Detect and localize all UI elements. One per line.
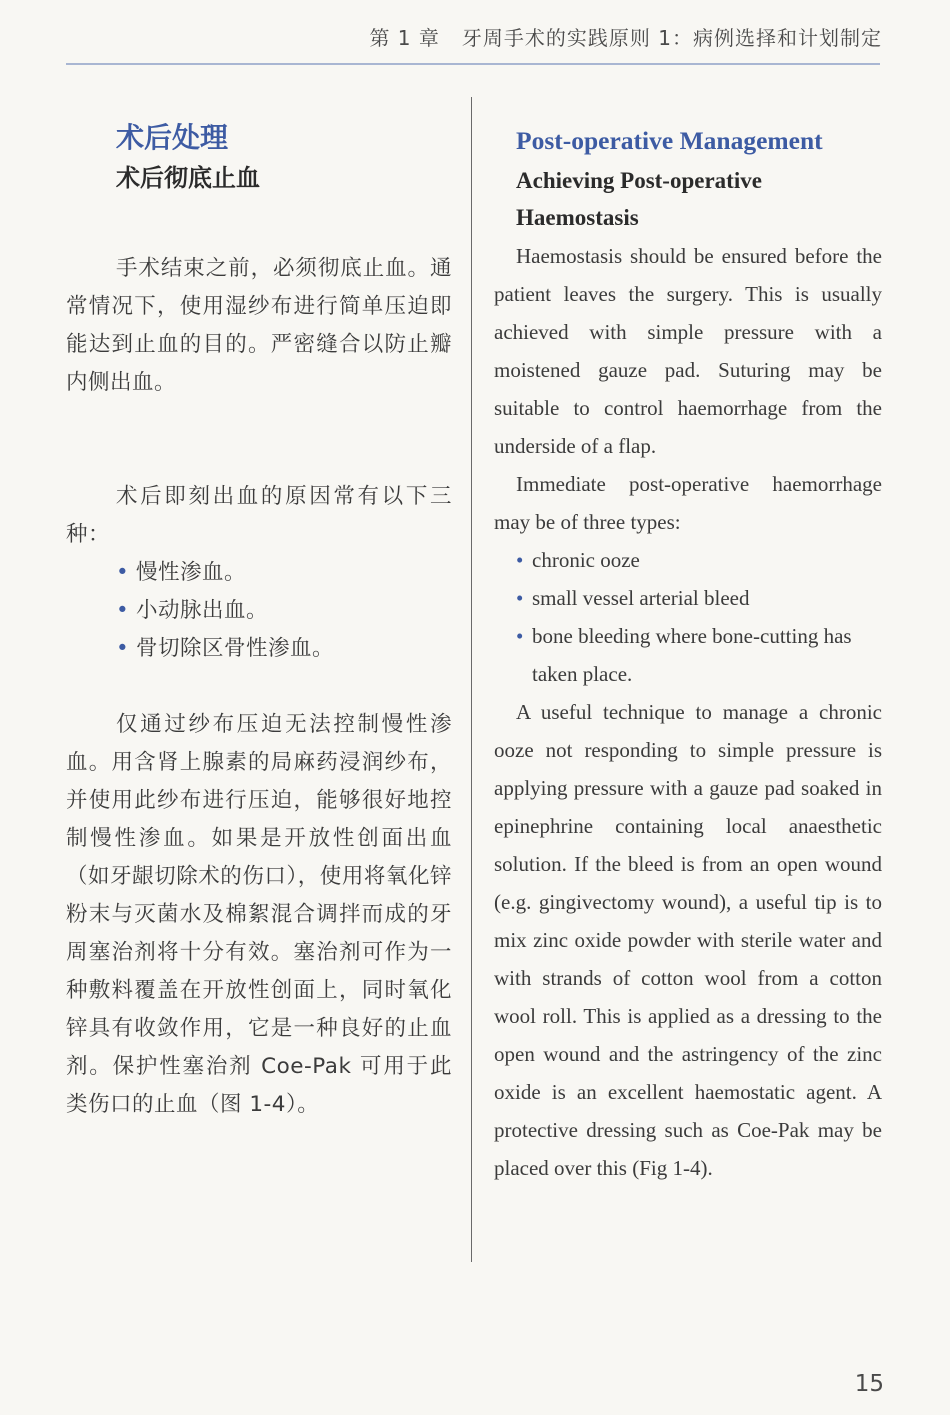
zh-paragraph-1: 手术结束之前，必须彻底止血。通常情况下，使用湿纱布进行简单压迫即能达到止血的目的。严密缝合以防止瓣内侧出血。 bbox=[66, 256, 452, 395]
list-item-text: 骨切除区骨性渗血。 bbox=[136, 636, 335, 661]
zh-paragraph-2: 术后即刻出血的原因常有以下三种： bbox=[66, 484, 452, 547]
header-rule bbox=[66, 63, 880, 65]
en-paragraph-2: Immediate post-operative haemorrhage may be of three types: bbox=[494, 472, 882, 534]
list-item bbox=[116, 630, 452, 668]
zh-section-heading: 术后处理 bbox=[116, 121, 229, 154]
list-item-text: bone bleeding where bone-cutting has taken place. bbox=[532, 624, 852, 686]
list-item-text: small vessel arterial bleed bbox=[532, 586, 750, 610]
list-item-text: chronic ooze bbox=[532, 548, 640, 572]
en-section-heading: Post-operative Management bbox=[516, 126, 823, 155]
list-item bbox=[516, 579, 882, 617]
en-subsection-heading: Achieving Post-operative Haemostasis bbox=[516, 168, 762, 230]
en-bullet-list bbox=[494, 541, 882, 693]
list-item-text: 慢性渗血。 bbox=[136, 560, 247, 585]
list-item bbox=[516, 617, 882, 693]
column-divider bbox=[471, 97, 472, 1262]
list-item bbox=[116, 592, 452, 630]
page-number: 15 bbox=[854, 1371, 884, 1397]
zh-bullet-list bbox=[66, 554, 452, 668]
bullet-icon: • bbox=[116, 636, 130, 661]
chapter-title: 牙周手术的实践原则 1：病例选择和计划制定 bbox=[461, 26, 882, 50]
zh-subsection-heading: 术后彻底止血 bbox=[116, 164, 260, 192]
en-paragraph-1: Haemostasis should be ensured before the patient leaves the surgery. This is usually achieved with simple pressure with a moistened gauze pad. Suturing may be suitable to control haemorrhage from the underside of a flap. bbox=[494, 244, 882, 458]
zh-paragraph-3: 仅通过纱布压迫无法控制慢性渗血。用含肾上腺素的局麻药浸润纱布，并使用此纱布进行压迫，能够很好地控制慢性渗血。如果是开放性创面出血（如牙龈切除术的伤口），使用将氧化锌粉末与灭菌水及棉絮混合调拌而成的牙周塞治剂将十分有效。塞治剂可作为一种敷料覆盖在开放性创面上，同时氧化锌具有收敛作用，它是一种良好的止血剂。保护性塞治剂 Coe-Pak 可用于此类伤口的止血（图 1-4）。 bbox=[66, 712, 452, 1117]
chapter-label: 第 1 章 bbox=[369, 26, 440, 50]
bullet-icon: • bbox=[516, 586, 524, 610]
english-column bbox=[494, 120, 882, 1187]
list-item-text: 小动脉出血。 bbox=[136, 598, 269, 623]
running-header bbox=[369, 22, 882, 51]
list-item bbox=[116, 554, 452, 592]
bullet-icon: • bbox=[516, 548, 524, 572]
bullet-icon: • bbox=[116, 560, 130, 585]
en-paragraph-3: A useful technique to manage a chronic ooze not responding to simple pressure is applying pressure with a gauze pad soaked in epinephrine containing local anaesthetic solution. If the bleed is from an open wound (e.g. gingivectomy wound), a useful tip is to mix zinc oxide powder with sterile water and with strands of cotton wool from a cotton wool roll. This is applied as a dressing to the open wound and the astringency of the zinc oxide is an excellent haemostatic agent. A protective dressing such as Coe-Pak may be placed over this (Fig 1-4). bbox=[494, 700, 882, 1180]
list-item bbox=[516, 541, 882, 579]
bullet-icon: • bbox=[116, 598, 130, 623]
chinese-column bbox=[66, 118, 452, 1124]
bullet-icon: • bbox=[516, 624, 524, 648]
